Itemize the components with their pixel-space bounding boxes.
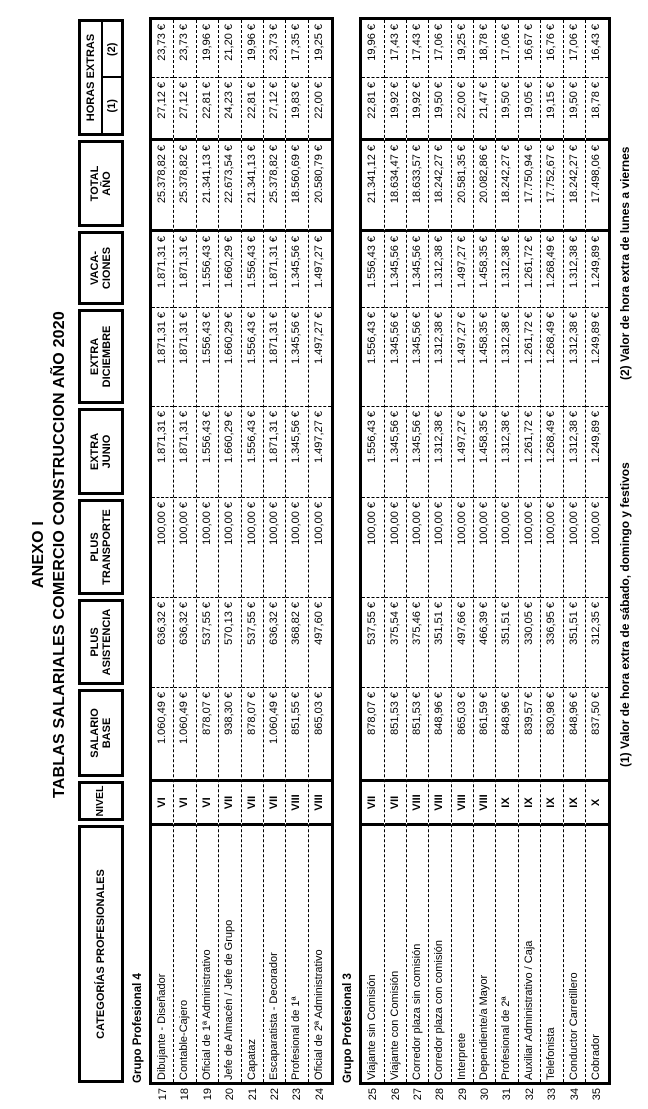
cell-nivel: VI xyxy=(197,779,218,823)
row-number: 27 xyxy=(411,1088,424,1101)
cell-horas-extra-2: 18,78 € xyxy=(478,24,491,61)
cell-plus-transporte: 100,00 € xyxy=(286,497,307,597)
column-header-plus-transporte xyxy=(78,499,124,595)
cell-vacaciones: 1.261,72 € xyxy=(519,229,540,307)
cell-extra-junio: 1.345,56 € xyxy=(407,406,428,497)
table-block xyxy=(149,17,334,1085)
cell-extra-junio: 1.497,27 € xyxy=(452,406,473,497)
cell-extra-junio: 1.312,38 € xyxy=(564,406,585,497)
cell-horas-extra-2: 17,06 € xyxy=(433,24,446,61)
table-row xyxy=(519,20,541,1082)
cell-categoria: Profesional de 1ª xyxy=(286,823,307,1082)
cell-plus-transporte: 100,00 € xyxy=(309,497,331,597)
cell-total-ano: 18.633,57 € xyxy=(407,138,428,229)
cell-categoria: Dependiente/a Mayor xyxy=(474,823,495,1082)
cell-salario-base: 878,07 € xyxy=(362,687,383,779)
column-header-extra-diciembre xyxy=(78,309,124,404)
table-row xyxy=(286,20,308,1082)
cell-plus-transporte: 100,00 € xyxy=(385,497,406,597)
cell-horas-extra-2: 19,96 € xyxy=(200,24,213,61)
cell-total-ano: 22.673,54 € xyxy=(219,138,240,229)
column-header-nivel xyxy=(78,781,124,821)
row-number: 24 xyxy=(313,1088,326,1101)
cell-salario-base: 848,96 € xyxy=(496,687,517,779)
cell-horas-extra-1: 22,81 € xyxy=(242,77,263,138)
cell-extra-junio: 1.556,43 € xyxy=(362,406,383,497)
cell-total-ano: 18.242,27 € xyxy=(496,138,517,229)
cell-total-ano: 18.242,27 € xyxy=(429,138,450,229)
cell-vacaciones: 1.312,38 € xyxy=(564,229,585,307)
cell-nivel: VI xyxy=(174,779,195,823)
row-number: 33 xyxy=(546,1088,559,1101)
cell-extra-diciembre: 1.458,35 € xyxy=(474,307,495,406)
cell-horas-extra-2: 16,67 € xyxy=(522,24,535,61)
cell-horas-extra-2: 23,73 € xyxy=(178,24,191,61)
group-label: Grupo Profesional 4 xyxy=(132,973,144,1083)
cell-extra-diciembre: 1.345,56 € xyxy=(385,307,406,406)
cell-salario-base: 851,53 € xyxy=(407,687,428,779)
table-block xyxy=(359,17,611,1085)
cell-total-ano: 25.378,82 € xyxy=(174,138,195,229)
cell-extra-junio: 1.497,27 € xyxy=(309,406,331,497)
column-header-plus-asistencia xyxy=(78,599,124,685)
cell-horas-extra-1: 19,50 € xyxy=(496,77,517,138)
cell-categoria: Telefonista xyxy=(541,823,562,1082)
cell-vacaciones: 1.497,27 € xyxy=(309,229,331,307)
cell-total-ano: 18.242,27 € xyxy=(564,138,585,229)
header-line: VACA- xyxy=(88,251,101,286)
cell-categoria: Jefe de Almacén / Jefe de Grupo xyxy=(219,823,240,1082)
cell-nivel: IX xyxy=(519,779,540,823)
cell-horas-extra-2: 19,25 € xyxy=(312,24,325,61)
cell-extra-junio: 1.249,89 € xyxy=(586,406,608,497)
cell-categoria: Interprete xyxy=(452,823,473,1082)
group-section-profesional-3 xyxy=(341,0,611,1109)
cell-nivel: X xyxy=(586,779,608,823)
row-number: 29 xyxy=(456,1088,469,1101)
cell-categoria: Corredor plaza con comisión xyxy=(429,823,450,1082)
cell-horas-extra-1: 22,81 € xyxy=(197,77,218,138)
cell-vacaciones: 1.871,31 € xyxy=(264,229,285,307)
cell-horas-extra-2: 19,96 € xyxy=(245,24,258,61)
cell-horas-extra-2: 17,43 € xyxy=(388,24,401,61)
horas-extras-label: HORAS EXTRAS xyxy=(81,22,103,133)
column-header-categorias-label: CATEGORÍAS PROFESIONALES xyxy=(94,869,107,1039)
column-header-categorias xyxy=(78,825,124,1083)
row-number: 35 xyxy=(591,1088,604,1101)
cell-extra-diciembre: 1.312,38 € xyxy=(496,307,517,406)
cell-categoria: Corredor plaza sin comisión xyxy=(407,823,428,1082)
cell-nivel: VII xyxy=(219,779,240,823)
header-line: ASISTENCIA xyxy=(101,608,113,676)
cell-extra-diciembre: 1.871,31 € xyxy=(152,307,173,406)
cell-nivel: IX xyxy=(541,779,562,823)
row-number: 20 xyxy=(224,1088,237,1101)
column-header-nivel-label: NIVEL xyxy=(94,785,107,817)
group-table xyxy=(359,0,611,1109)
row-number: 19 xyxy=(201,1088,214,1101)
cell-extra-junio: 1.268,49 € xyxy=(541,406,562,497)
cell-nivel: VII xyxy=(242,779,263,823)
group-section-profesional-4 xyxy=(131,0,334,1109)
table-row xyxy=(474,20,496,1082)
footnote-1: (1) Valor de hora extra de sábado, domingo y festivos xyxy=(618,462,633,767)
page-title: ANEXO I xyxy=(30,520,47,589)
header-line: PLUS xyxy=(88,532,101,562)
row-number: 28 xyxy=(434,1088,447,1101)
cell-horas-extra-1: 19,50 € xyxy=(429,77,450,138)
table-row xyxy=(197,20,219,1082)
cell-plus-transporte: 100,00 € xyxy=(496,497,517,597)
row-number: 31 xyxy=(501,1088,514,1101)
cell-salario-base: 878,07 € xyxy=(242,687,263,779)
cell-vacaciones: 1.556,43 € xyxy=(362,229,383,307)
cell-horas-extra-1: 24,23 € xyxy=(219,77,240,138)
cell-extra-diciembre: 1.261,72 € xyxy=(519,307,540,406)
table-row xyxy=(385,20,407,1082)
row-number: 25 xyxy=(367,1088,380,1101)
cell-salario-base: 830,98 € xyxy=(541,687,562,779)
table-row xyxy=(174,20,196,1082)
cell-plus-asistencia: 636,32 € xyxy=(152,597,173,687)
cell-categoria: Dibujante - Diseñador xyxy=(152,823,173,1082)
cell-categoria: Contable-Cajero xyxy=(174,823,195,1082)
cell-extra-junio: 1.871,31 € xyxy=(174,406,195,497)
cell-horas-extra-1: 22,81 € xyxy=(362,77,383,138)
cell-salario-base: 861,59 € xyxy=(474,687,495,779)
cell-salario-base: 865,03 € xyxy=(309,687,331,779)
cell-total-ano: 17.752,67 € xyxy=(541,138,562,229)
cell-horas-extra-2: 17,06 € xyxy=(567,24,580,61)
cell-horas-extra-1: 27,12 € xyxy=(152,77,173,138)
header-line: BASE xyxy=(101,717,113,749)
cell-extra-diciembre: 1.497,27 € xyxy=(452,307,473,406)
cell-nivel: VIII xyxy=(429,779,450,823)
table-row xyxy=(219,20,241,1082)
footnote-2: (2) Valor de hora extra de lunes a viernes xyxy=(618,146,633,380)
cell-vacaciones: 1.497,27 € xyxy=(452,229,473,307)
table-row xyxy=(407,20,429,1082)
row-number: 17 xyxy=(157,1088,169,1101)
table-row xyxy=(541,20,563,1082)
cell-nivel: VIII xyxy=(452,779,473,823)
cell-horas-extra-2: 17,43 € xyxy=(410,24,423,61)
cell-plus-asistencia: 466,39 € xyxy=(474,597,495,687)
column-header-vacaciones xyxy=(78,231,124,305)
cell-categoria: Auxiliar Administrativo / Caja xyxy=(519,823,540,1082)
table-row xyxy=(309,20,331,1082)
group-label: Grupo Profesional 3 xyxy=(342,973,355,1083)
cell-nivel: VIII xyxy=(286,779,307,823)
cell-nivel: VII xyxy=(385,779,406,823)
cell-horas-extra-1: 22,00 € xyxy=(309,77,331,138)
table-row xyxy=(586,20,608,1082)
cell-plus-asistencia: 497,60 € xyxy=(309,597,331,687)
cell-categoria: Cobrador xyxy=(586,823,608,1082)
row-number: 32 xyxy=(523,1088,536,1101)
cell-total-ano: 25.378,82 € xyxy=(264,138,285,229)
cell-categoria: Oficial de 1ª Administrativo xyxy=(197,823,218,1082)
table-row xyxy=(452,20,474,1082)
cell-horas-extra-2: 16,43 € xyxy=(590,24,603,61)
cell-salario-base: 1.060,49 € xyxy=(152,687,173,779)
cell-extra-junio: 1.556,43 € xyxy=(197,406,218,497)
row-number: 22 xyxy=(268,1088,281,1101)
cell-total-ano: 21.341,12 € xyxy=(362,138,383,229)
column-header-salario-base xyxy=(78,689,124,777)
cell-vacaciones: 1.556,43 € xyxy=(242,229,263,307)
cell-plus-asistencia: 336,95 € xyxy=(541,597,562,687)
cell-plus-asistencia: 636,32 € xyxy=(174,597,195,687)
cell-plus-asistencia: 312,35 € xyxy=(586,597,608,687)
cell-categoria: Conductor Carretillero xyxy=(564,823,585,1082)
cell-plus-transporte: 100,00 € xyxy=(519,497,540,597)
cell-plus-asistencia: 330,05 € xyxy=(519,597,540,687)
cell-salario-base: 837,50 € xyxy=(586,687,608,779)
cell-vacaciones: 1.268,49 € xyxy=(541,229,562,307)
cell-total-ano: 21.341,13 € xyxy=(242,138,263,229)
table-row xyxy=(152,20,174,1082)
cell-nivel: VIII xyxy=(407,779,428,823)
cell-categoria: Oficial de 2ª Administrativo xyxy=(309,823,331,1082)
header-line: CIONES xyxy=(101,246,113,290)
cell-total-ano: 17.750,94 € xyxy=(519,138,540,229)
cell-extra-diciembre: 1.345,56 € xyxy=(286,307,307,406)
cell-plus-transporte: 100,00 € xyxy=(564,497,585,597)
cell-extra-diciembre: 1.871,31 € xyxy=(174,307,195,406)
cell-plus-asistencia: 537,55 € xyxy=(242,597,263,687)
cell-total-ano: 18.560,69 € xyxy=(286,138,307,229)
cell-vacaciones: 1.312,38 € xyxy=(496,229,517,307)
cell-plus-transporte: 100,00 € xyxy=(152,497,173,597)
row-number: 30 xyxy=(479,1088,492,1101)
cell-plus-transporte: 100,00 € xyxy=(362,497,383,597)
cell-vacaciones: 1.871,31 € xyxy=(152,229,173,307)
cell-plus-transporte: 100,00 € xyxy=(586,497,608,597)
cell-plus-transporte: 100,00 € xyxy=(197,497,218,597)
row-numbers-column xyxy=(359,1085,611,1109)
cell-plus-asistencia: 537,55 € xyxy=(362,597,383,687)
row-number: 23 xyxy=(291,1088,304,1101)
header-line: PLUS xyxy=(88,627,101,657)
cell-plus-asistencia: 351,51 € xyxy=(564,597,585,687)
cell-categoria: Profesional de 2ª xyxy=(496,823,517,1082)
table-row xyxy=(264,20,286,1082)
header-line: SALARIO xyxy=(88,708,101,758)
cell-nivel: VI xyxy=(152,779,173,823)
cell-total-ano: 20.581,35 € xyxy=(452,138,473,229)
cell-categoria: Viajante con Comisión xyxy=(385,823,406,1082)
cell-plus-transporte: 100,00 € xyxy=(264,497,285,597)
header-line: TRANSPORTE xyxy=(101,509,113,585)
cell-salario-base: 878,07 € xyxy=(197,687,218,779)
cell-nivel: VII xyxy=(362,779,383,823)
cell-horas-extra-2: 21,20 € xyxy=(223,24,236,61)
cell-extra-junio: 1.660,29 € xyxy=(219,406,240,497)
row-number: 34 xyxy=(568,1088,581,1101)
header-line: TOTAL xyxy=(88,165,101,202)
cell-plus-transporte: 100,00 € xyxy=(541,497,562,597)
cell-extra-diciembre: 1.249,89 € xyxy=(586,307,608,406)
row-number: 26 xyxy=(389,1088,402,1101)
cell-vacaciones: 1.458,35 € xyxy=(474,229,495,307)
cell-extra-junio: 1.312,38 € xyxy=(429,406,450,497)
cell-total-ano: 20.580,79 € xyxy=(309,138,331,229)
cell-vacaciones: 1.345,56 € xyxy=(407,229,428,307)
cell-vacaciones: 1.345,56 € xyxy=(286,229,307,307)
row-number: 21 xyxy=(246,1088,259,1101)
cell-extra-junio: 1.871,31 € xyxy=(264,406,285,497)
column-header-horas-extras xyxy=(78,19,124,136)
column-header-extra-junio xyxy=(78,408,124,495)
cell-categoria: Viajante sin Comisión xyxy=(362,823,383,1082)
cell-plus-asistencia: 497,66 € xyxy=(452,597,473,687)
cell-extra-diciembre: 1.660,29 € xyxy=(219,307,240,406)
cell-categoria: Escaparatista - Decorador xyxy=(264,823,285,1082)
cell-vacaciones: 1.871,31 € xyxy=(174,229,195,307)
cell-salario-base: 848,96 € xyxy=(564,687,585,779)
cell-plus-asistencia: 375,46 € xyxy=(407,597,428,687)
cell-horas-extra-1: 19,05 € xyxy=(519,77,540,138)
cell-salario-base: 851,55 € xyxy=(286,687,307,779)
cell-total-ano: 25.378,82 € xyxy=(152,138,173,229)
cell-vacaciones: 1.312,38 € xyxy=(429,229,450,307)
cell-plus-transporte: 100,00 € xyxy=(242,497,263,597)
cell-plus-transporte: 100,00 € xyxy=(219,497,240,597)
cell-plus-transporte: 100,00 € xyxy=(174,497,195,597)
cell-salario-base: 938,30 € xyxy=(219,687,240,779)
header-line: EXTRA xyxy=(88,337,101,376)
cell-plus-asistencia: 375,54 € xyxy=(385,597,406,687)
cell-horas-extra-2: 23,73 € xyxy=(267,24,280,61)
cell-horas-extra-1: 19,50 € xyxy=(564,77,585,138)
cell-salario-base: 839,57 € xyxy=(519,687,540,779)
cell-horas-extra-2: 17,06 € xyxy=(500,24,513,61)
cell-extra-diciembre: 1.345,56 € xyxy=(407,307,428,406)
horas-extras-subheaders xyxy=(103,22,121,133)
cell-plus-asistencia: 537,55 € xyxy=(197,597,218,687)
table-row xyxy=(242,20,264,1082)
header-line: EXTRA xyxy=(88,432,101,471)
cell-horas-extra-1: 21,47 € xyxy=(474,77,495,138)
cell-nivel: VIII xyxy=(309,779,331,823)
cell-salario-base: 1.060,49 € xyxy=(264,687,285,779)
cell-total-ano: 18.634,47 € xyxy=(385,138,406,229)
cell-horas-extra-1: 18,78 € xyxy=(586,77,608,138)
cell-horas-extra-1: 19,15 € xyxy=(541,77,562,138)
cell-plus-asistencia: 351,51 € xyxy=(496,597,517,687)
cell-plus-transporte: 100,00 € xyxy=(429,497,450,597)
cell-categoria: Capataz xyxy=(242,823,263,1082)
cell-horas-extra-1: 27,12 € xyxy=(264,77,285,138)
cell-nivel: VII xyxy=(264,779,285,823)
cell-extra-junio: 1.312,38 € xyxy=(496,406,517,497)
cell-nivel: VIII xyxy=(474,779,495,823)
cell-horas-extra-2: 23,73 € xyxy=(156,24,168,61)
column-header-h2: (2) xyxy=(106,42,118,56)
cell-vacaciones: 1.556,43 € xyxy=(197,229,218,307)
cell-salario-base: 865,03 € xyxy=(452,687,473,779)
table-row xyxy=(564,20,586,1082)
row-numbers-column xyxy=(149,1085,334,1109)
cell-horas-extra-2: 16,76 € xyxy=(545,24,558,61)
footnotes xyxy=(618,0,634,1109)
cell-extra-diciembre: 1.556,43 € xyxy=(242,307,263,406)
cell-extra-junio: 1.345,56 € xyxy=(286,406,307,497)
cell-plus-asistencia: 636,32 € xyxy=(264,597,285,687)
cell-extra-diciembre: 1.268,49 € xyxy=(541,307,562,406)
cell-horas-extra-1: 19,83 € xyxy=(286,77,307,138)
cell-extra-junio: 1.871,31 € xyxy=(152,406,173,497)
page-subtitle: TABLAS SALARIALES COMERCIO CONSTRUCCION AÑO 2020 xyxy=(51,311,68,798)
cell-plus-asistencia: 368,82 € xyxy=(286,597,307,687)
header-line: DICIEMBRE xyxy=(101,325,113,388)
cell-salario-base: 1.060,49 € xyxy=(174,687,195,779)
cell-plus-asistencia: 351,51 € xyxy=(429,597,450,687)
group-table xyxy=(149,0,334,1109)
cell-extra-diciembre: 1.312,38 € xyxy=(429,307,450,406)
cell-extra-junio: 1.345,56 € xyxy=(385,406,406,497)
column-header-total-ano xyxy=(78,140,124,227)
cell-extra-diciembre: 1.497,27 € xyxy=(309,307,331,406)
cell-nivel: IX xyxy=(496,779,517,823)
cell-horas-extra-2: 19,25 € xyxy=(455,24,468,61)
cell-extra-diciembre: 1.871,31 € xyxy=(264,307,285,406)
table-row xyxy=(429,20,451,1082)
cell-plus-transporte: 100,00 € xyxy=(407,497,428,597)
cell-horas-extra-2: 19,96 € xyxy=(366,24,379,61)
row-number: 18 xyxy=(179,1088,192,1101)
cell-extra-diciembre: 1.556,43 € xyxy=(197,307,218,406)
table-row xyxy=(496,20,518,1082)
cell-horas-extra-1: 27,12 € xyxy=(174,77,195,138)
cell-total-ano: 20.082,86 € xyxy=(474,138,495,229)
cell-extra-junio: 1.556,43 € xyxy=(242,406,263,497)
cell-plus-asistencia: 570,13 € xyxy=(219,597,240,687)
cell-extra-junio: 1.261,72 € xyxy=(519,406,540,497)
table-column-headers xyxy=(78,0,124,1085)
cell-vacaciones: 1.660,29 € xyxy=(219,229,240,307)
cell-extra-junio: 1.458,35 € xyxy=(474,406,495,497)
header-line: AÑO xyxy=(101,171,113,196)
cell-vacaciones: 1.345,56 € xyxy=(385,229,406,307)
column-header-h1: (1) xyxy=(103,77,121,134)
cell-extra-diciembre: 1.312,38 € xyxy=(564,307,585,406)
cell-horas-extra-1: 19,92 € xyxy=(407,77,428,138)
cell-plus-transporte: 100,00 € xyxy=(474,497,495,597)
cell-total-ano: 21.341,13 € xyxy=(197,138,218,229)
cell-horas-extra-1: 19,92 € xyxy=(385,77,406,138)
cell-plus-transporte: 100,00 € xyxy=(452,497,473,597)
cell-salario-base: 851,53 € xyxy=(385,687,406,779)
header-line: JUNIO xyxy=(101,434,113,469)
cell-nivel: IX xyxy=(564,779,585,823)
table-row xyxy=(362,20,384,1082)
cell-extra-diciembre: 1.556,43 € xyxy=(362,307,383,406)
cell-horas-extra-2: 17,35 € xyxy=(290,24,303,61)
cell-vacaciones: 1.249,89 € xyxy=(586,229,608,307)
cell-total-ano: 17.498,06 € xyxy=(586,138,608,229)
cell-salario-base: 848,96 € xyxy=(429,687,450,779)
cell-horas-extra-1: 22,00 € xyxy=(452,77,473,138)
